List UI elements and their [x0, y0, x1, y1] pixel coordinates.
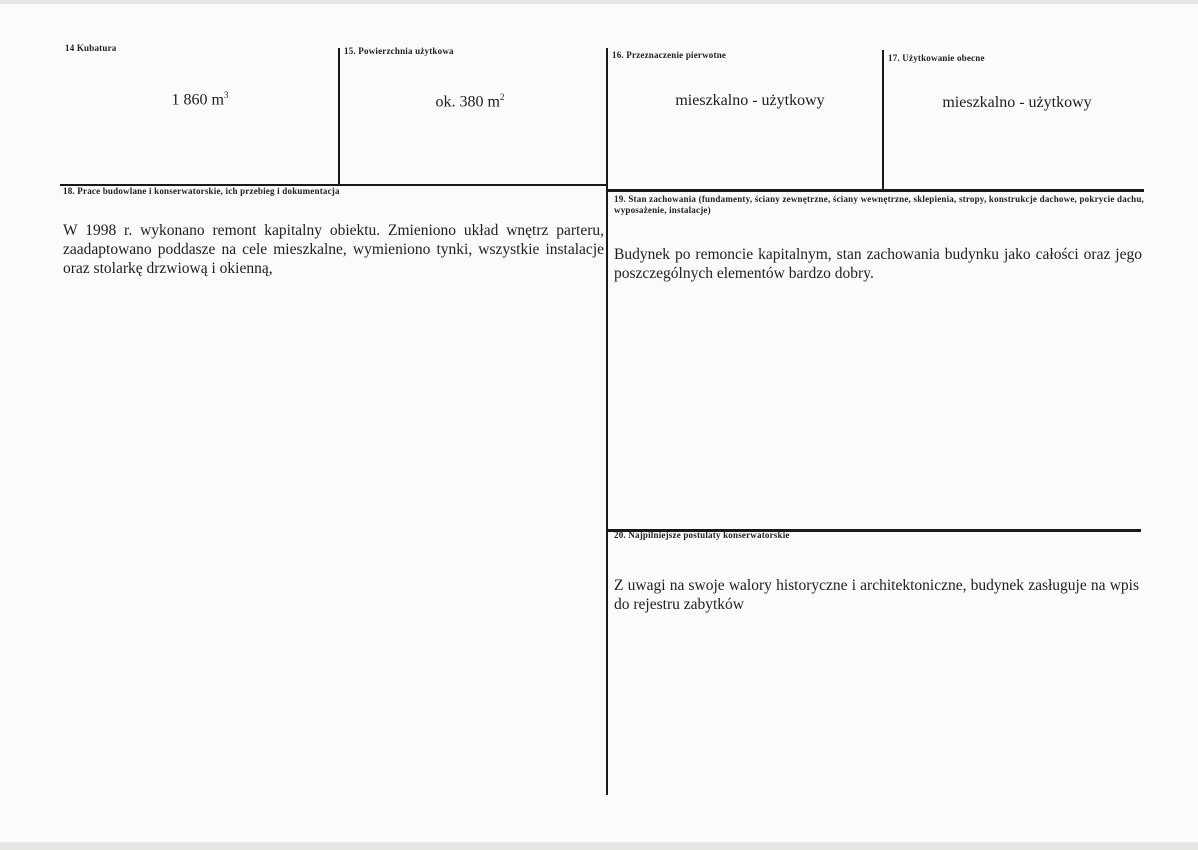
field-14-label: 14 Kubatura [65, 43, 117, 53]
field-19-text: Budynek po remoncie kapitalnym, stan zachowania budynku jako całości oraz jego poszczególnych elementów bardzo dobry. [614, 246, 1142, 282]
scan-top-edge [0, 0, 1198, 4]
field-16-label: 16. Przeznaczenie pierwotne [612, 50, 727, 60]
field-19-label: 19. Stan zachowania (fundamenty, ściany zewnętrzne, ściany wewnętrzne, sklepienia, stropy, konstrukcje dachowe, pokrycie dachu, wyposażenie, instalacje) [614, 194, 1144, 215]
field-15-value-text: ok. 380 m [435, 93, 500, 111]
divider-16 [606, 48, 608, 188]
field-14-value-text: 1 860 m [171, 91, 224, 109]
field-16-value: mieszkalno - użytkowy [675, 92, 825, 109]
field-15-label: 15. Powierzchnia użytkowa [344, 46, 454, 56]
field-17-value: mieszkalno - użytkowy [942, 94, 1092, 111]
field-14-value [100, 90, 300, 109]
field-15-value-sup: 2 [499, 92, 505, 102]
divider-18-19 [606, 186, 608, 795]
field-20-text: Z uwagi na swoje walory historyczne i architektoniczne, budynek zasługuje na wpis do rejestru zabytków [614, 577, 1139, 613]
field-20-label: 20. Najpilniejsze postulaty konserwatorskie [614, 530, 790, 540]
row-divider-right [606, 189, 1144, 192]
field-17-label: 17. Użytkowanie obecne [888, 53, 985, 63]
divider-17 [882, 50, 884, 190]
field-18-label: 18. Prace budowlane i konserwatorskie, ich przebieg i dokumentacja [63, 186, 340, 196]
scan-bottom-edge [0, 842, 1198, 850]
field-14-value-sup: 3 [223, 90, 229, 100]
divider-15 [338, 48, 340, 184]
field-15-value [370, 92, 570, 111]
field-18-text: W 1998 r. wykonano remont kapitalny obiektu. Zmieniono układ wnętrz parteru, zaadaptowano poddasze na cele mieszkalne, wymieniono tynki, wszystkie instalacje oraz stolarkę drzwiową i okienną, [63, 222, 604, 277]
